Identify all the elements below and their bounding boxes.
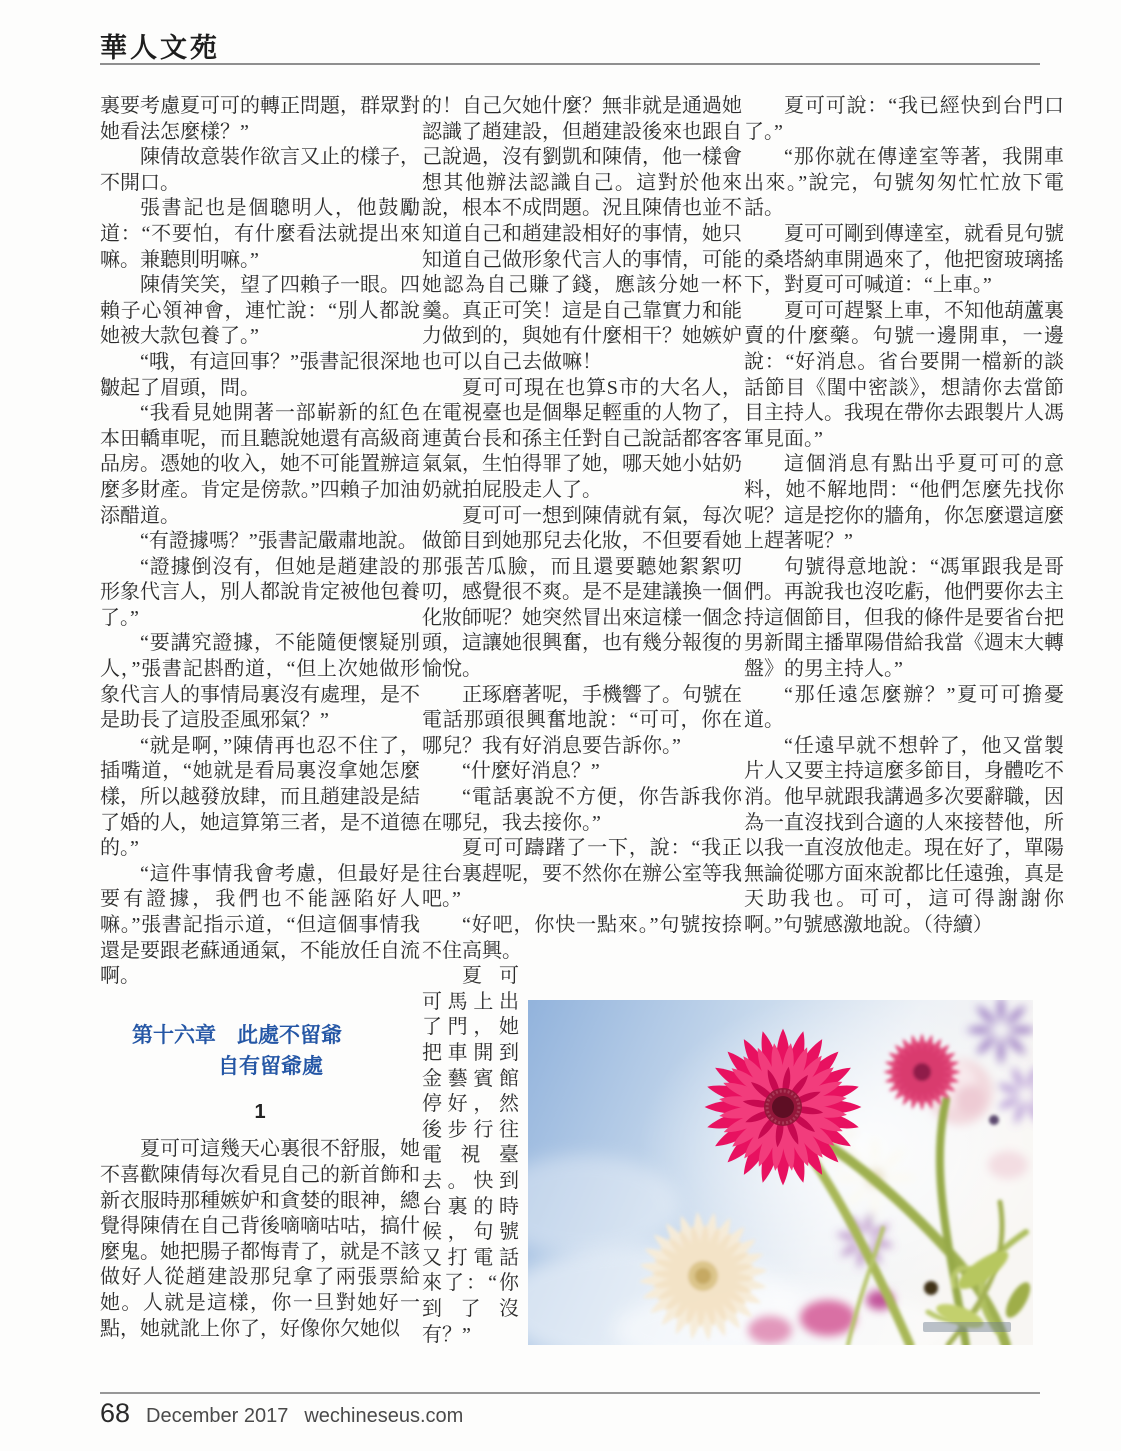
website: wechineseus.com — [304, 1405, 464, 1427]
paragraph: “要講究證據，不能隨便懷疑別人，”張書記斟酌道，“但上次她做形象代言人的事情局裏沒有處理，是不是助長了這股歪風邪氣？” — [100, 632, 420, 732]
paragraph: 裏要考慮夏可可的轉正問題，群眾對她看法怎麼樣？” — [100, 95, 420, 143]
paragraph: “任遠早就不想幹了，他又當製片人又要主持這麼多節目，身體吃不消。他早就跟我講過多次要辭職，因為一直沒找到合適的人來接替他，所以我一直沒放他走。現在好了，單陽無論從哪方面來說都比任遠強，真是天助我也。可可，這可得謝謝你啊。”句號感激地說。（待續） — [744, 734, 1064, 936]
paragraph: 夏可可這幾天心裏很不舒服，她不喜歡陳倩每次看見自己的新首飾和新衣服時那種嫉妒和貪婪的眼神，總覺得陳倩在自己背後嘀嘀咕咕，搞什麼鬼。她把腸子都悔青了，就是不該做好人從趙建設那兒拿了兩張票給她。人就是這樣，你一旦對她好一點，她就訛上你了，好像你欠她似 — [100, 1138, 420, 1340]
paragraph: “那你就在傳達室等著，我開車出來。”說完，句號匆匆忙忙放下電話。 — [744, 146, 1064, 220]
paragraph: 陳倩故意裝作欲言又止的樣子，不開口。 — [100, 146, 420, 194]
page-number: 68 — [100, 1398, 131, 1428]
paragraph: 夏可可馬上出了門，她把車開到金藝賓館停好，然後步行往電視臺去。快到台裏的時候，句號又打電話來了：“你到了沒有？” — [422, 965, 519, 1346]
column-3 — [744, 94, 1064, 939]
paragraph: “什麼好消息？” — [462, 760, 600, 783]
text-wrap-beside-photo — [422, 964, 519, 1348]
paragraph: 夏可可趕緊上車，不知他葫蘆裏賣的什麼藥。句號一邊開車，一邊說：“好消息。省台要開一檔新的談話節目《閨中密談》，想請你去當節目主持人。我現在帶你去跟製片人馮軍見面。” — [744, 299, 1064, 450]
paragraph: 張書記也是個聰明人，他鼓勵道：“不要怕，有什麼看法就提出來嘛。兼聽則明嘛。” — [100, 197, 420, 271]
section-title: 華人文苑 — [100, 33, 220, 63]
paragraph: “好吧，你快一點來。”句號按捺不住高興。 — [422, 914, 742, 962]
footer — [100, 1398, 1040, 1429]
chapter-heading — [100, 1020, 420, 1082]
flowers-photo — [528, 1000, 1033, 1345]
paragraph: 正琢磨著呢，手機響了。句號在電話那頭很興奮地說：“可可，你在哪兒？我有好消息要告訴你。” — [422, 683, 742, 757]
column-1 — [100, 94, 420, 1342]
paragraph: “哦，有這回事？”張書記很深地皺起了眉頭，問。 — [100, 350, 420, 399]
paragraph: 句號得意地說：“馮軍跟我是哥們。再說我也沒吃虧，他們要你去主持這個節目，但我的條件是要省台把男新聞主播單陽借給我當《週末大轉盤》的男主持人。” — [744, 555, 1064, 681]
paragraph: 夏可可說：“我已經快到台門口了。” — [744, 95, 1064, 143]
paragraph: 夏可可躊躇了一下，說：“我正往台裏趕呢，要不然你在辦公室等我吧。” — [422, 837, 742, 911]
paragraph: 夏可可一想到陳倩就有氣，每次做節目到她那兒去化妝，不但要看她那張苦瓜臉，而且還要聽她絮絮叨叨，感覺很不爽。是不是建議換一個化妝師呢？她突然冒出來這樣一個念頭，這讓她很興奮，也有幾分報復的愉悅。 — [422, 504, 742, 681]
paragraph: 的！自己欠她什麼？無非就是通過她認識了趙建設，但趙建設後來也跟自己說過，沒有劉凱和陳倩，他一樣會想其他辦法認識自己。這對於他來說，根本不成問題。況且陳倩也並不知道自己和趙建設相好的事情，她只知道自己做形象代言人的事情，可能她認為自己賺了錢，應該分她一杯羹。真正可笑！這是自己靠實力和能力做到的，與她有什麼相干？她嫉妒也可以自己去做嘛！ — [422, 95, 742, 373]
paragraph: “就是啊，”陳倩再也忍不住了，插嘴道，“她就是看局裏沒拿她怎麼樣，所以越發放肆，而且趙建設是結了婚的人，她這算第三者，是不道德的。” — [100, 734, 420, 860]
paragraph: “那任遠怎麼辦？”夏可可擔憂道。 — [744, 683, 1064, 732]
paragraph: “這件事情我會考慮，但最好是要有證據，我們也不能誣陷好人嘛。”張書記指示道，“但這個事情我還是要跟老蘇通通氣，不能放任自流啊。 — [100, 862, 420, 988]
footer-rule — [100, 1392, 1040, 1394]
chapter-title-line2: 自有留爺處 — [218, 1054, 323, 1078]
paragraph: “有證據嗎？”張書記嚴肅地說。 — [140, 530, 418, 553]
paragraph: 陳倩笑笑，望了四賴子一眼。四賴子心領神會，連忙說：“別人都說她被大款包養了。” — [100, 274, 420, 348]
section-number: 1 — [254, 1100, 266, 1123]
paragraph: “我看見她開著一部嶄新的紅色本田轎車呢，而且聽說她還有高級商品房。憑她的收入，她不可能置辦這麼多財產。肯定是傍款。”四賴子加油添醋道。 — [100, 402, 420, 527]
paragraph: “電話裏說不方便，你告訴我你在哪兒，我去接你。” — [422, 786, 742, 834]
chapter-title-line1: 第十六章 此處不留爺 — [132, 1023, 342, 1047]
paragraph: 夏可可剛到傳達室，就看見句號的桑塔納車開過來了，他把窗玻璃搖下，對夏可可喊道：“上車。” — [744, 222, 1064, 297]
photo-watermark — [923, 1322, 1011, 1332]
paragraph: “證據倒沒有，但她是趙建設的形象代言人，別人都說肯定被他包養了。” — [100, 555, 420, 629]
issue-date: December 2017 — [146, 1405, 289, 1427]
paragraph: 這個消息有點出乎夏可可的意料，她不解地問：“他們怎麼先找你呢？這是挖你的牆角，你怎麼還這麼上趕著呢？” — [744, 453, 1064, 553]
header-rule — [100, 63, 1040, 65]
paragraph: 夏可可現在也算S市的大名人，在電視臺也是個舉足輕重的人物了，連黃台長和孫主任對自己說話都客客氣氣，生怕得罪了她，哪天她小姑奶奶就拍屁股走人了。 — [422, 376, 742, 501]
